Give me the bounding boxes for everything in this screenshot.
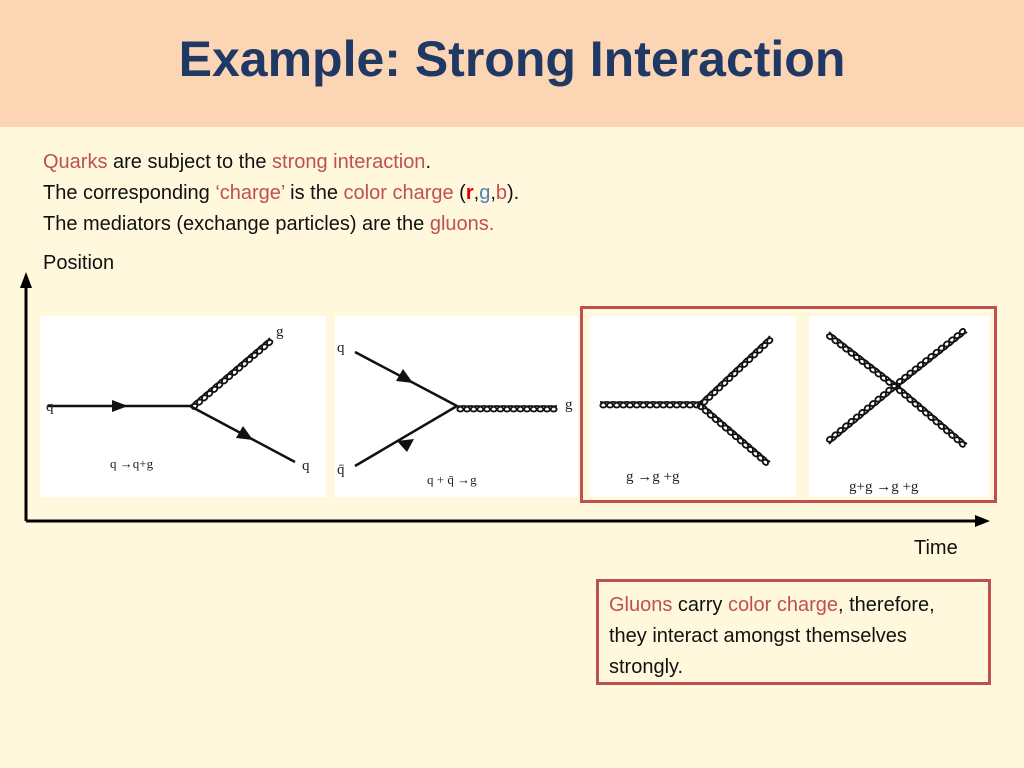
comma-2: , <box>490 182 496 204</box>
paren-open: ( <box>453 182 466 204</box>
diagram-quark-annihilation <box>335 316 578 497</box>
note-color-charge-term: color charge <box>727 594 838 616</box>
strong-interaction-term: strong interaction <box>272 151 426 173</box>
intro-line-1-end: . <box>425 151 431 173</box>
position-axis-label: Position <box>43 252 115 274</box>
time-axis-label: Time <box>914 537 958 559</box>
gluon-line <box>457 406 557 412</box>
diagram-1-label-q-in: q <box>46 399 54 415</box>
gluons-term: gluons. <box>429 213 495 235</box>
quarks-term: Quarks <box>43 151 108 173</box>
color-g: g <box>479 182 491 204</box>
color-charge-term: color charge <box>343 182 454 204</box>
diagram-3-caption: g →g +g <box>626 469 680 485</box>
gluon-line <box>190 338 272 409</box>
diagram-4-caption: g+g →g +g <box>849 479 919 495</box>
diagram-2-label-q: q <box>337 340 345 356</box>
charge-term: ‘charge’ <box>215 182 285 204</box>
note-box <box>596 579 991 685</box>
diagram-2-label-qbar: q̄ <box>337 462 345 478</box>
note-rest: , therefore, they interact amongst themselves strongly. <box>609 594 935 678</box>
slide-title: Example: Strong Interaction <box>178 31 846 87</box>
diagram-1-label-q-out: q <box>302 458 310 474</box>
diagram-quark-emits-gluon <box>40 316 326 497</box>
feynman-diagram-2 <box>335 316 578 497</box>
note-gluons-term: Gluons <box>609 594 673 616</box>
position-axis-arrow-icon <box>20 272 32 288</box>
time-axis-arrow-icon <box>975 515 990 527</box>
color-r: r <box>465 182 474 204</box>
feynman-diagram-1 <box>40 316 326 497</box>
diagram-1-label-g: g <box>276 324 284 340</box>
intro-line-3-text: The mediators (exchange particles) are the <box>43 213 430 235</box>
comma-1: , <box>473 182 480 204</box>
diagram-2-label-g: g <box>565 397 573 413</box>
paren-close: ). <box>507 182 520 204</box>
note-carry: carry <box>672 594 728 616</box>
diagram-2-caption: q + q̄ →g <box>427 472 477 487</box>
diagram-1-caption: q →q+g <box>110 456 154 471</box>
intro-line-2-text: The corresponding <box>43 182 216 204</box>
intro-line-2-text-2: is the <box>284 182 344 204</box>
intro-line-1-text: are subject to the <box>107 151 273 173</box>
color-b: b <box>495 182 507 204</box>
gluon-self-interaction-frame <box>580 306 997 503</box>
